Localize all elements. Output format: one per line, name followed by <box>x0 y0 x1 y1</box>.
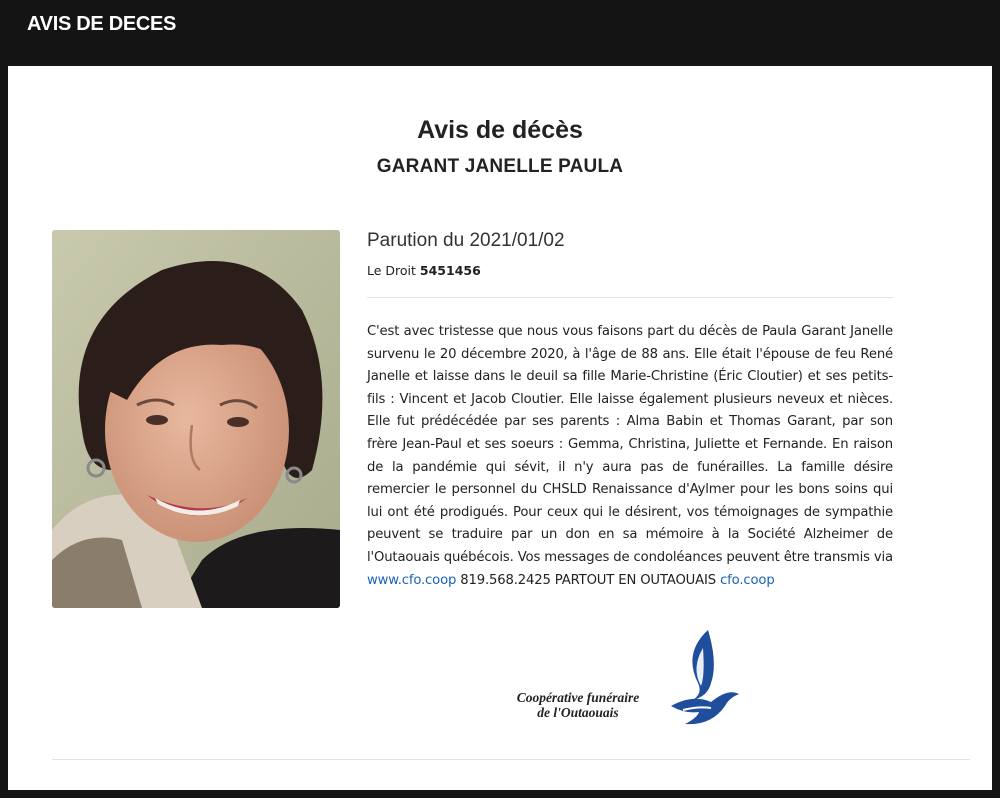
bottom-divider <box>52 759 970 760</box>
top-bar <box>0 0 1000 54</box>
logo-line-2: de l'Outaouais <box>537 705 619 720</box>
newspaper-name: Le Droit <box>367 263 416 278</box>
publication-date: Parution du 2021/01/02 <box>367 230 565 251</box>
funeral-cooperative-logo <box>513 628 753 738</box>
logo-text <box>513 690 643 720</box>
publication-source <box>367 263 481 278</box>
logo-line-1: Coopérative funéraire <box>516 690 640 705</box>
deceased-name: GARANT JANELLE PAULA <box>376 156 624 177</box>
contact-info: 819.568.2425 PARTOUT EN OUTAOUAIS <box>456 572 721 588</box>
website-link[interactable]: www.cfo.coop <box>367 572 457 588</box>
page-title: Avis de décès <box>417 116 583 144</box>
deceased-photo <box>52 230 340 608</box>
reference-number: 5451456 <box>419 263 481 278</box>
dove-icon <box>663 628 743 733</box>
section-divider <box>367 297 893 298</box>
website-link-short[interactable]: cfo.coop <box>720 572 775 588</box>
obituary-card <box>8 66 992 790</box>
obituary-text <box>367 321 893 592</box>
obituary-body: C'est avec tristesse que nous vous faisons part du décès de Paula Garant Janelle survenu le 20 décembre 2020, à l'âge de 88 ans. Elle était l'épouse de feu René Janelle et laisse dans le deuil sa fille Marie-Christine (Éric Cloutier) et ses petits-fils : Vincent et Jacob Cloutier. Elle laisse également plusieurs neveux et nièces. Elle fut prédécédée par ses parents : Alma Babin et Thomas Garant, par son frère Jean-Paul et ses soeurs : Gemma, Christina, Juliette et Fernande. En raison de la pandémie qui sévit, il n'y aura pas de funérailles. La famille désire remercier le personnel du CHSLD Renaissance d'Aylmer pour les bons soins qui lui ont été prodigués. Pour ceux qui le désirent, vos témoignages de sympathie peuvent se traduire par un don en sa mémoire à la Société Alzheimer de l'Outaouais québécois. Vos messages de condoléances peuvent être transmis via <box>367 324 893 565</box>
site-title[interactable]: AVIS DE DECES <box>27 13 177 35</box>
